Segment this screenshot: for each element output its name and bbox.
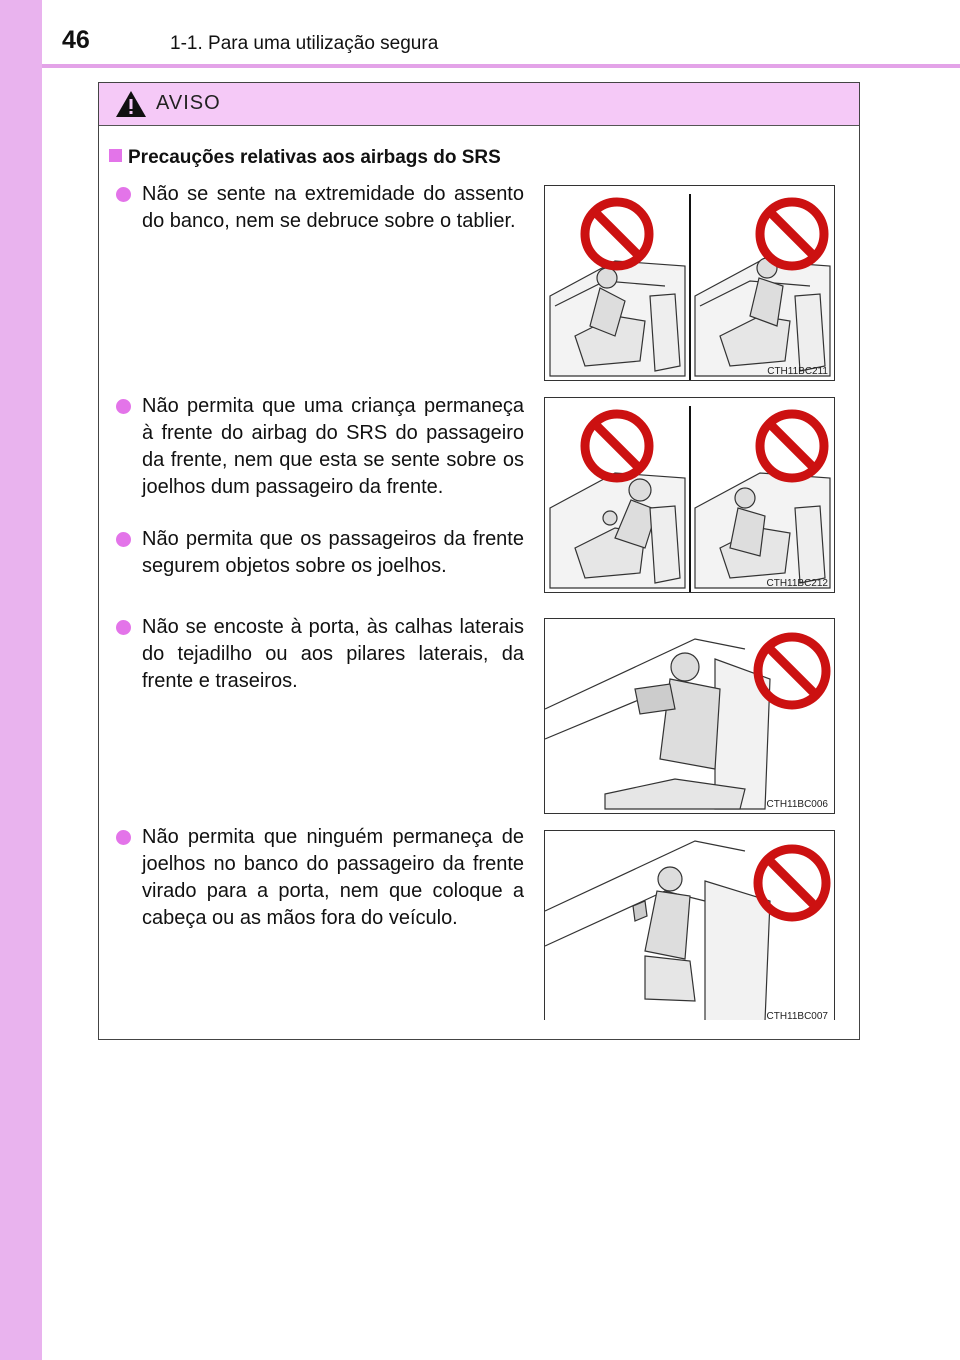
subsection-title-text: Precauções relativas aos airbags do SRS <box>128 147 501 168</box>
prohibition-icon <box>760 202 824 266</box>
figure-child-position <box>544 397 835 593</box>
square-bullet-icon <box>109 149 122 162</box>
prohibition-icon <box>760 414 824 478</box>
subsection-title <box>109 147 501 169</box>
figure-code: CTH11BC006 <box>766 799 828 810</box>
prohibition-icon <box>585 414 649 478</box>
list-item <box>109 181 524 235</box>
figure-illustration <box>545 619 834 813</box>
list-item-text: Não permita que uma criança permaneça à frente do airbag do SRS do passageiro da frente, nem que esta se sente sobre os joelhos dum passageiro da frente. <box>142 395 524 498</box>
list-item-text: Não permita que os passageiros da frente segurem objetos sobre os joelhos. <box>142 528 524 577</box>
figure-leaning-door <box>544 618 835 814</box>
page-number: 46 <box>62 26 90 54</box>
bullet-icon <box>116 532 131 547</box>
warning-box <box>98 82 860 1040</box>
prohibition-icon <box>585 202 649 266</box>
list-item-text: Não permita que ninguém permaneça de joelhos no banco do passageiro da frente virado para a porta, nem que coloque a cabeça ou as mãos fora do veículo. <box>142 826 524 929</box>
figure-code: CTH11BC007 <box>766 1011 828 1020</box>
prohibition-icon <box>758 849 826 917</box>
figure-code: CTH11BC212 <box>766 578 828 589</box>
list-item <box>109 393 524 501</box>
figure-code: CTH11BC211 <box>767 366 828 377</box>
bullet-icon <box>116 830 131 845</box>
section-title: 1-1. Para uma utilização segura <box>170 33 439 54</box>
figure-kneeling-seat <box>544 830 835 1020</box>
figure-illustration <box>545 186 834 380</box>
list-item <box>109 526 524 580</box>
bullet-icon <box>116 399 131 414</box>
list-item <box>109 614 524 695</box>
warning-triangle-icon <box>115 89 147 119</box>
prohibition-icon <box>758 637 826 705</box>
side-strip <box>0 0 42 1360</box>
figure-seating-position <box>544 185 835 381</box>
header-rule <box>42 64 960 68</box>
warning-header <box>99 83 859 126</box>
figure-illustration <box>545 398 834 592</box>
bullet-icon <box>116 620 131 635</box>
list-item-text: Não se sente na extremidade do assento do banco, nem se debruce sobre o tablier. <box>142 183 524 232</box>
warning-label: AVISO <box>156 92 221 114</box>
bullet-icon <box>116 187 131 202</box>
figure-illustration <box>545 831 834 1020</box>
list-item-text: Não se encoste à porta, às calhas laterais do tejadilho ou aos pilares laterais, da frente e traseiros. <box>142 616 524 692</box>
list-item <box>109 824 524 932</box>
